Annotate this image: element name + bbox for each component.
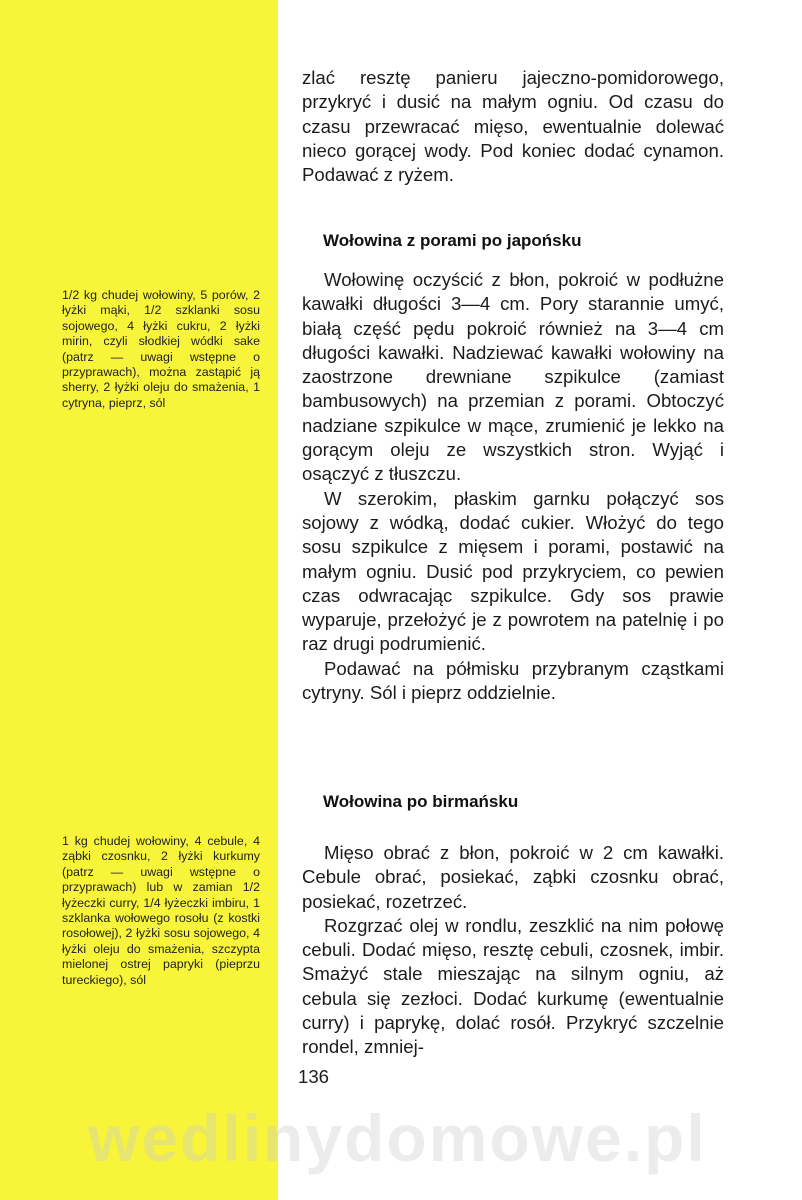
watermark: wedlinydomowe.pl — [88, 1101, 707, 1175]
page-number: 136 — [298, 1066, 330, 1087]
sidebar-strip — [0, 0, 278, 1200]
recipe2-body — [302, 841, 724, 1060]
recipe1-paragraph-1: Wołowinę oczyścić z błon, pokroić w podłużne kawałki długości 3—4 cm. Pory starannie umyć, białą część pędu pokroić również na 3—4 cm długości kawałki. Nadziewać kawałki wołowiny na zaostrzone drewniane szpikulce (zamiast bambusowych) na przemian z porami. Obtoczyć nadziane szpikulce w mące, zrumienić je lekko na gorącym oleju ze wszystkich stron. Wyjąć i osączyć z tłuszczu. — [302, 269, 724, 485]
ingredients-list-2: 1 kg chudej wołowiny, 4 cebule, 4 ząbki czosnku, 2 łyżki kurkumy (patrz — uwagi wstępne o przyprawach) lub w zamian 1/2 łyżeczki curry, 1/4 łyżeczki imbiru, 1 szklanka wołowego rosołu (z kostki rosołowej), 2 łyżki sosu sojowego, 4 łyżki oleju do smażenia, szczypta mielonej ostrej papryki (pieprzu tureckiego), sól — [62, 834, 260, 987]
recipe-title-japanese: Wołowina z porami po japońsku — [323, 231, 582, 250]
continuation-text-block — [302, 66, 724, 187]
ingredients-list-1: 1/2 kg chudej wołowiny, 5 porów, 2 łyżki mąki, 1/2 szklanki sosu sojowego, 4 łyżki cukru, 2 łyżki mirin, czyli słodkiej wódki sake (patrz — uwagi wstępne o przyprawach), można zastąpić ją sherry, 2 łyżki oleju do smażenia, 1 cytryna, pieprz, sól — [62, 288, 260, 410]
recipe1-paragraph-2: W szerokim, płaskim garnku połączyć sos sojowy z wódką, dodać cukier. Włożyć do tego sosu szpikulce z mięsem i porami, postawić na małym ogniu. Dusić pod przykryciem, co pewien czas odwracając szpikulce. Gdy sos prawie wyparuje, przełożyć je z powrotem na patelnię i po raz drugi podrumienić. — [302, 487, 724, 655]
recipe2-paragraph-2: Rozgrzać olej w rondlu, zeszklić na nim połowę cebuli. Dodać mięso, resztę cebuli, czosnek, imbir. Smażyć stale mieszając na silnym ogniu, aż cebula się zezłoci. Dodać kurkumę (ewentualnie curry) i paprykę, dolać rosół. Przykryć szczelnie rondel, zmniej- — [302, 914, 724, 1058]
recipe1-paragraph-3: Podawać na półmisku przybranym cząstkami cytryny. Sól i pieprz oddzielnie. — [302, 657, 724, 704]
recipe-title-burmese: Wołowina po birmańsku — [323, 792, 519, 811]
continuation-paragraph: zlać resztę panieru jajeczno-pomidorowego, przykryć i dusić na małym ogniu. Od czasu do czasu przewracać mięso, ewentualnie dolewać nieco gorącej wody. Pod koniec dodać cynamon. Podawać z ryżem. — [302, 67, 724, 186]
recipe2-paragraph-1: Mięso obrać z błon, pokroić w 2 cm kawałki. Cebule obrać, posiekać, ząbki czosnku obrać, posiekać, rozetrzeć. — [302, 842, 724, 912]
recipe1-body — [302, 268, 724, 705]
